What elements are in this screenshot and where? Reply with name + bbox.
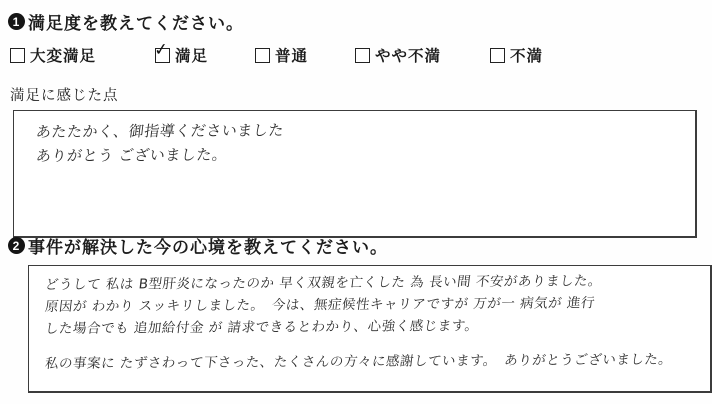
handwritten-line: 原因が わかり スッキリしました。 今は、無症候性キャリアですが 万が一 病気が 進行 — [44, 295, 596, 315]
satisfaction-options-row — [0, 38, 712, 66]
handwritten-line: 私の事案に たずさわって下さった、たくさんの方々に感謝しています。 ありがとうございました。 — [44, 351, 674, 372]
option-label: 大変満足 — [30, 48, 97, 65]
question1-title: 満足度を教えてください。 — [28, 14, 244, 33]
question2-header — [8, 233, 388, 258]
handwritten-line: どうして 私は B型肝炎になったのか 早く双親を亡くした 為 長い間 不安がありました。 — [44, 273, 603, 293]
check-mark-icon: ✓ — [152, 38, 171, 61]
checkbox-neutral[interactable] — [255, 48, 270, 63]
question1-header — [0, 0, 712, 34]
option-label: 不満 — [510, 48, 544, 65]
option-somewhat-dissatisfied[interactable] — [355, 44, 490, 66]
checkbox-somewhat-dissatisfied[interactable] — [355, 48, 370, 63]
checkbox-dissatisfied[interactable] — [490, 48, 505, 63]
option-neutral[interactable] — [255, 44, 355, 66]
satisfaction-answer-box[interactable] — [13, 110, 697, 238]
question2-number-icon: 2 — [8, 237, 25, 254]
satisfaction-points-label: 満足に感じた点 — [10, 88, 119, 104]
option-very-satisfied[interactable] — [10, 44, 155, 66]
handwritten-line: した場合でも 追加給付金 が 請求できるとわかり、心強く感じます。 — [44, 317, 480, 337]
option-satisfied[interactable] — [152, 38, 255, 66]
handwritten-line: あたたかく、御指導くださいました — [34, 121, 285, 141]
checkbox-satisfied-checked[interactable] — [152, 38, 171, 63]
option-label: 普通 — [275, 48, 309, 65]
checkbox-very-satisfied[interactable] — [10, 48, 25, 63]
question2-title: 事件が解決した今の心境を教えてください。 — [28, 238, 388, 257]
option-dissatisfied[interactable] — [490, 44, 543, 66]
question1-number-icon: 1 — [8, 13, 25, 30]
handwritten-line: ありがとう ございました。 — [34, 145, 229, 165]
option-label: やや不満 — [375, 48, 442, 65]
option-label: 満足 — [175, 48, 209, 65]
current-feelings-answer-box[interactable] — [28, 265, 712, 393]
